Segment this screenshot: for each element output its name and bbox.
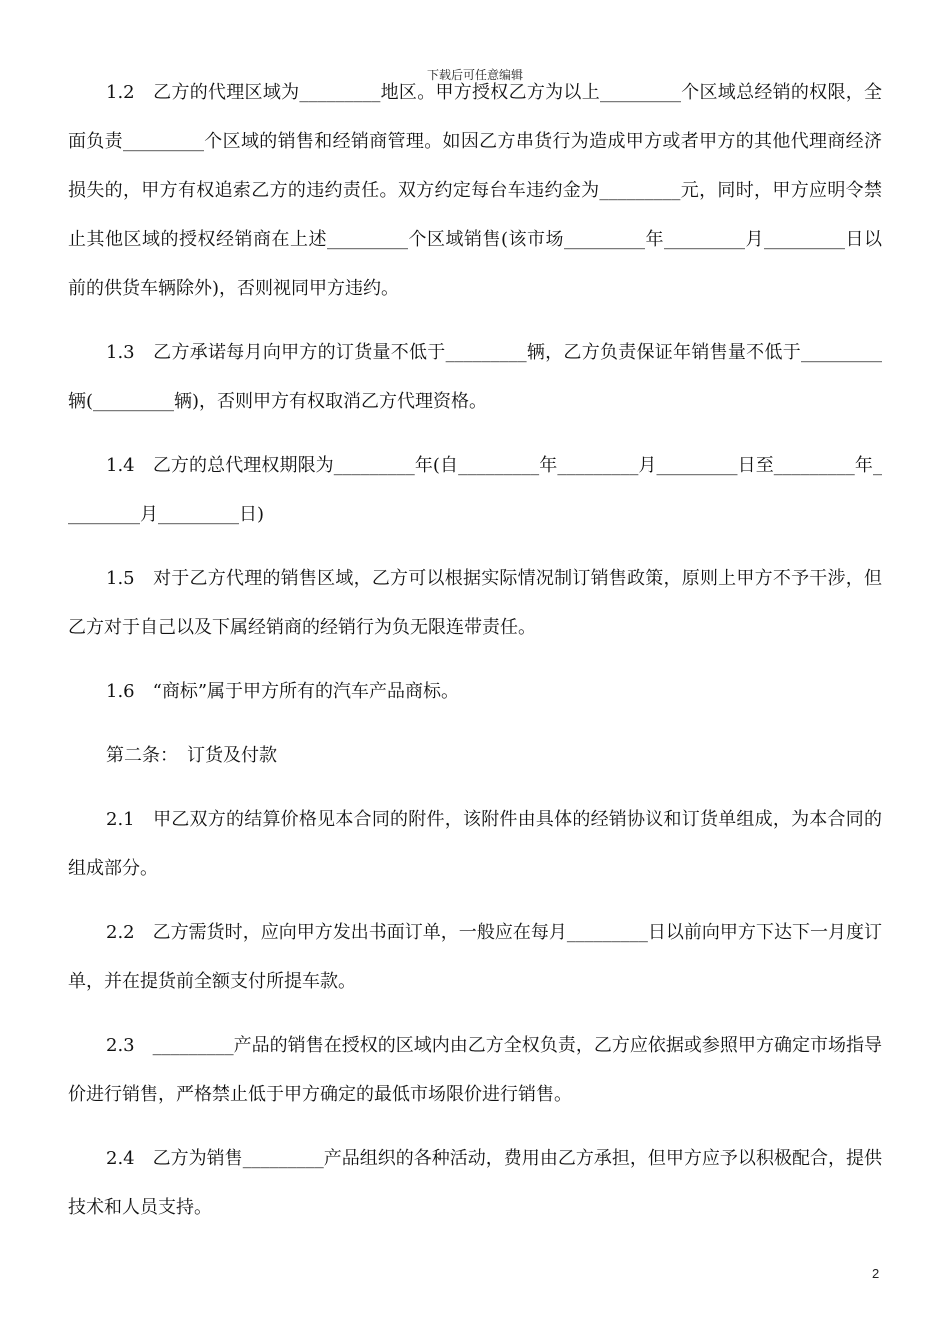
clause-2-4: 2.4 乙方为销售_________产品组织的各种活动，费用由乙方承担，但甲方应予以积极配合，提供技术和人员支持。 [68,1148,882,1218]
clause-1-3: 1.3 乙方承诺每月向甲方的订货量不低于_________辆，乙方负责保证年销售量不低于_________辆(_________辆)，否则甲方有权取消乙方代理资格。 [68,342,882,412]
clause-1-6: 1.6 “商标”属于甲方所有的汽车产品商标。 [106,681,460,702]
clause-2-2: 2.2 乙方需货时，应向甲方发出书面订单，一般应在每月_________日以前向甲方下达下一月度订单，并在提货前全额支付所提车款。 [68,922,882,992]
page-number: 2 [872,1266,880,1281]
download-note: 下载后可任意编辑 [426,68,523,82]
document-body [68,68,882,1232]
clause-1-4: 1.4 乙方的总代理权期限为_________年(自_________年_________月_________日至_________年_________月_________日) [68,455,882,525]
article-2-heading: 第二条： 订货及付款 [106,745,277,766]
clause-2-1: 2.1 甲乙双方的结算价格见本合同的附件，该附件由具体的经销协议和订货单组成，为本合同的组成部分。 [68,809,882,879]
clause-1-2: 1.2 乙方的代理区域为_________地区。甲方授权乙方为以上_________个区域总经销的权限，全面负责_________个区域的销售和经销商管理。如因乙方串货行为造成甲方或者甲方的其他代理商经济损失的，甲方有权追索乙方的违约责任。双方约定每台车违约金为_________元，同时，甲方应明令禁止其他区域的授权经销商在上述_________个区域销售(该市场_________年_________月_________日以前的供货车辆除外)，否则视同甲方违约。 [68,82,882,299]
clause-1-5: 1.5 对于乙方代理的销售区域，乙方可以根据实际情况制订销售政策，原则上甲方不予干涉，但乙方对于自己以及下属经销商的经销行为负无限连带责任。 [68,568,882,638]
clause-2-3: 2.3 _________产品的销售在授权的区域内由乙方全权负责，乙方应依据或参照甲方确定市场指导价进行销售，严格禁止低于甲方确定的最低市场限价进行销售。 [68,1035,882,1105]
